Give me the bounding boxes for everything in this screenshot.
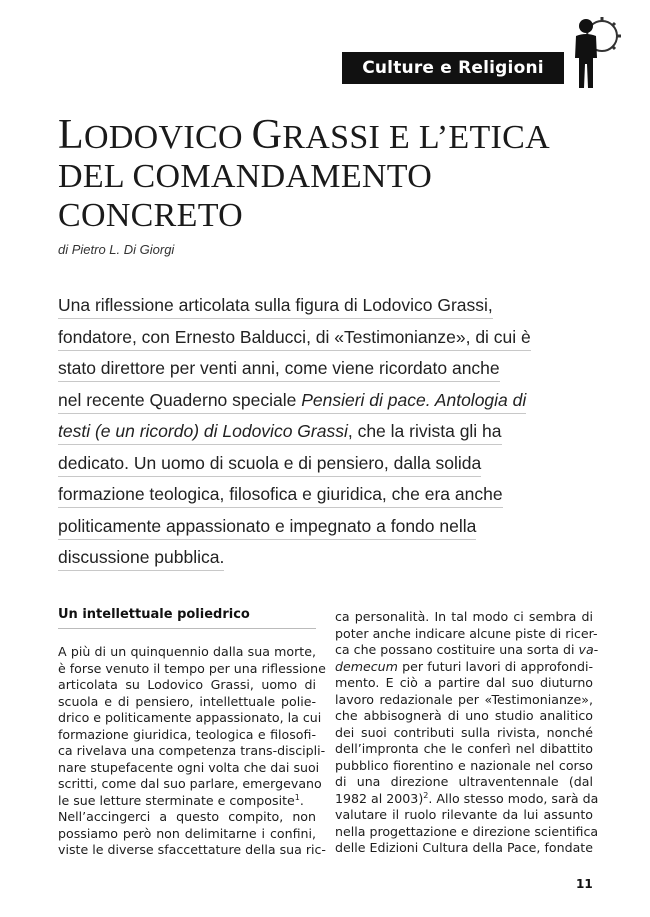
body-text: per futuri lavori di approfondi- (397, 658, 593, 674)
body-line: A più di un quinquennio dalla sua morte, (58, 644, 316, 659)
byline: di Pietro L. Di Giorgi (58, 242, 175, 257)
abstract-line: dedicato. Un uomo di scuola e di pensiero, dalla solida (58, 449, 568, 481)
abstract-line: nel recente Quaderno speciale Pensieri di pace. Antologia di (58, 386, 568, 418)
body-line: viste le diverse sfaccettature della sua ric- (58, 842, 326, 857)
body-line: che abbisognerà di uno studio analitico (335, 708, 593, 723)
body-line: di una direzione ultraventennale (dal (335, 774, 593, 789)
body-line: articolata su Lodovico Grassi, uomo di (58, 677, 316, 692)
body-line: mento. E ciò a partire dal suo diuturno (335, 675, 593, 690)
body-line: ca rivelava una competenza trans-discipli- (58, 743, 326, 758)
article-title (58, 112, 598, 235)
body-line: nella progettazione e direzione scientifica (335, 823, 599, 839)
abstract-line: testi (e un ricordo) di Lodovico Grassi, che la rivista gli ha (58, 417, 568, 449)
abstract-line: Una riflessione articolata sulla figura di Lodovico Grassi, (58, 291, 568, 323)
body-line: pubblico fiorentino e nazionale nel corso (335, 757, 593, 773)
section-subheading: Un intellettuale poliedrico (58, 607, 316, 629)
abstract-line: formazione teologica, filosofica e giuridica, che era anche (58, 480, 568, 512)
abstract-line: discussione pubblica. (58, 543, 568, 575)
title-line-3: CONCRETO (58, 197, 244, 234)
abstract-line: politicamente appassionato e impegnato a fondo nella (58, 512, 568, 544)
body-line: dei suoi contributi sulla rivista, nonché (335, 724, 593, 740)
body-line: drico e politicamente appassionato, la cui (58, 710, 322, 725)
body-line (335, 659, 593, 676)
abstract-line: fondatore, con Ernesto Balducci, di «Testimonianze», di cui è (58, 323, 568, 355)
body-line: valutare il ruolo rilevante da lui assunto (335, 807, 593, 822)
left-column (58, 607, 326, 859)
title-line-2: DEL COMANDAMENTO (58, 158, 433, 195)
right-column (335, 609, 599, 857)
body-line: scritti, come dal suo parlare, emergevano (58, 776, 322, 791)
body-line: Nell’accingerci a questo compito, non (58, 809, 316, 824)
title-line-1: LODOVICO GRASSI E L’ETICA (58, 112, 550, 158)
body-line: formazione giuridica, teologica e filosofi- (58, 726, 316, 742)
body-line: scuola e di pensiero, intellettuale polie- (58, 693, 316, 709)
body-line: delle Edizioni Cultura della Pace, fondate (335, 840, 593, 855)
body-line: ca personalità. In tal modo ci sembra di (335, 609, 593, 624)
body-line: è forse venuto il tempo per una riflessione (58, 660, 326, 676)
body-line: le sue letture sterminate e composite$^1$. (58, 792, 304, 808)
footnote-ref[interactable]: 1 (294, 792, 300, 802)
body-line: nare stupefacente ogni volta che dai suoi (58, 759, 320, 775)
abstract (58, 291, 568, 575)
footnote-ref[interactable]: 2 (423, 790, 429, 800)
page-number: 11 (576, 877, 593, 891)
body-line: 1982 al 2003)$^2$. Allo stesso modo, sarà da (335, 790, 599, 806)
body-line: ca che possano costituire una sorta di va- (335, 642, 599, 657)
body-line: possiamo però non delimitarne i confini, (58, 825, 316, 841)
body-line: poter anche indicare alcune piste di ricer- (335, 625, 598, 641)
italic-word: demecum (335, 658, 398, 674)
abstract-line: stato direttore per venti anni, come viene ricordato anche (58, 354, 568, 386)
section-tag: Culture e Religioni (342, 52, 564, 84)
body-line: dell’impronta che le conferì nel dibattito (335, 741, 593, 756)
body-line: lavoro redazionale per «Testimonianze», (335, 691, 593, 707)
figure-with-gear-icon (566, 14, 622, 90)
